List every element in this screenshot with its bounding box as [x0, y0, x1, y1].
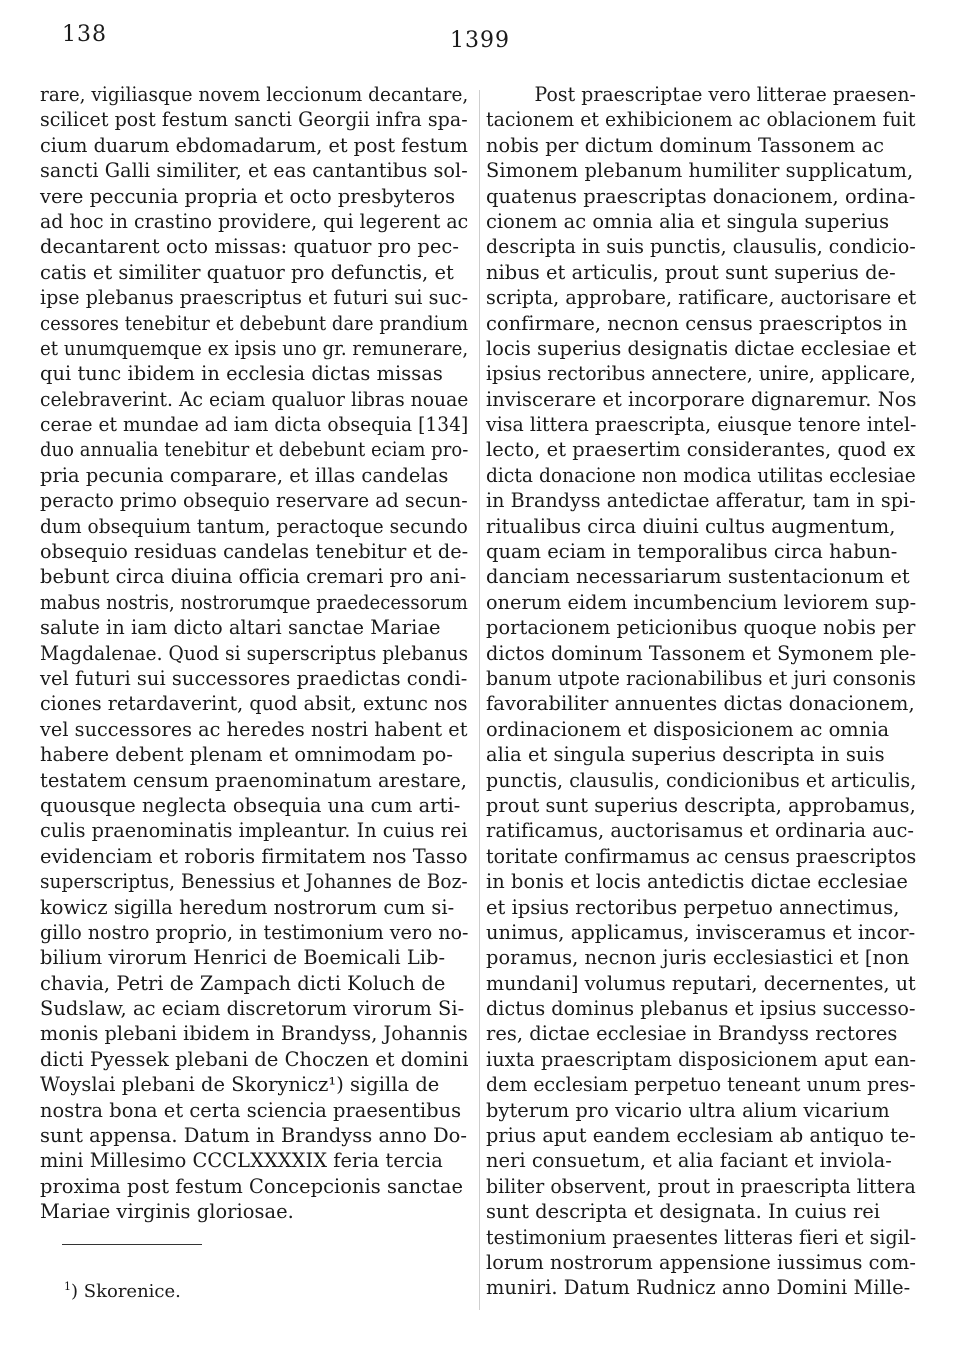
page-number: 138	[62, 22, 107, 47]
text-line: locis superius designatis dictae ecclesiae et	[486, 336, 917, 360]
text-line: rare, vigiliasque novem leccionum decantare,	[40, 83, 469, 106]
text-line: cionem ac omnia alia et singula superius	[486, 209, 890, 233]
text-line: pria pecunia comparare, et illas candelas	[40, 463, 449, 487]
text-line: dicta donacione non modica utilitas ecclesiae	[486, 463, 916, 487]
text-line: qui tunc ibidem in ecclesia dictas missas	[40, 362, 443, 386]
text-line: culis praenominatis impleantur. In cuius rei	[40, 819, 468, 843]
text-line: ritualibus circa diuini cultus augmentum,	[486, 514, 896, 538]
text-line: salute in iam dicto altari sanctae Mariae	[40, 616, 441, 640]
text-line: monis plebani ibidem in Brandyss, Johannis	[40, 1022, 468, 1046]
text-line: habere debent plenam et omnimodam po-	[40, 743, 454, 767]
text-line: ratificamus, auctorisamus et ordinaria auc-	[486, 819, 914, 843]
column-divider	[479, 90, 480, 1310]
text-line: quam eciam in temporalibus circa habun-	[486, 540, 898, 564]
text-line: onerum eidem incumbencium leviorem sup-	[486, 590, 917, 614]
text-line: byterum pro vicario ultra alium vicarium	[486, 1098, 890, 1122]
text-line: vel successores ac heredes nostri habent et	[40, 717, 468, 741]
text-line: iuxta praescriptam disposicionem aput ean-	[486, 1047, 917, 1071]
text-line: Mariae virginis gloriosae.	[40, 1200, 294, 1224]
text-line: ordinacionem et disposicionem ac omnia	[486, 717, 890, 741]
text-line: toritate confirmamus ac census praescriptos	[486, 844, 917, 868]
text-line: in bonis et locis antedictis dictae ecclesiae	[486, 870, 908, 894]
text-line: evidenciam et roboris firmitatem nos Tasso	[40, 844, 468, 868]
text-line: cerae et mundae ad iam dicta obsequia [134]	[40, 413, 469, 437]
text-line: lecto, et praesertim considerantes, quod ex	[486, 438, 916, 462]
text-line: dictus dominus plebanus et ipsius successo-	[486, 997, 916, 1021]
text-line: in Brandyss antedictae afferatur, tam in spi-	[486, 489, 916, 513]
text-line: peracto primo obsequio reservare ad secun-	[40, 489, 468, 513]
text-line: ipsius rectoribus annectere, unire, applicare,	[486, 362, 916, 386]
text-line: banum utpote racionabilibus et juri consonis	[486, 666, 917, 690]
text-line: ciones retardaverint, quod absit, extunc nos	[40, 692, 468, 716]
text-line: portacionem peticionibus quoque nobis per	[486, 616, 916, 640]
right-text-column	[486, 82, 916, 1301]
text-line: quatenus praescriptas donacionem, ordina-	[486, 184, 916, 208]
text-line: neri consuetum, et alia faciant et inviola-	[486, 1149, 892, 1173]
text-line: dum obsequium tantum, peractoque secundo	[40, 514, 468, 538]
text-line: bebunt circa diuina officia cremari pro ani-	[40, 565, 467, 589]
page-header	[0, 22, 960, 62]
text-line: Simonem plebanum humiliter supplicatum,	[486, 159, 914, 183]
text-line: visa littera praescripta, eiusque tenore intel-	[486, 413, 917, 437]
text-line: dictos dominum Tassonem et Symonem ple-	[486, 641, 917, 665]
running-head-year: 1399	[450, 28, 510, 53]
text-line: muniri. Datum Rudnicz anno Domini Mille-	[486, 1276, 911, 1300]
text-line: scilicet post festum sancti Georgii infra spa-	[40, 108, 468, 132]
text-line: nostra bona et certa sciencia praesentibus	[40, 1098, 462, 1122]
text-line: inviscerare et incorporare dignaremur. Nos	[486, 387, 917, 411]
text-line: superscriptus, Benessius et Johannes de Boz-	[40, 870, 468, 894]
text-line: ipse plebanus praescriptus et futuri sui suc-	[40, 286, 469, 310]
text-line: Post praescriptae vero litterae praesen-	[534, 83, 916, 106]
text-line: celebraverint. Ac eciam qualuor libras nouae	[40, 387, 469, 411]
text-line: danciam necessariarum sustentacionum et	[486, 565, 910, 589]
text-line: bilium virorum Henrici de Boemicali Lib-	[40, 946, 446, 970]
text-line: dicti Pyessek plebani de Choczen et domini	[40, 1047, 469, 1071]
left-text-column	[40, 82, 468, 1225]
text-line: tacionem et exhibicionem ac oblacionem fuit	[486, 108, 916, 132]
text-line: dem ecclesiam perpetuo teneant unum pres-	[486, 1073, 916, 1097]
text-line: sancti Galli similiter, et eas cantantibus sol-	[40, 159, 468, 183]
text-line: gillo nostro proprio, in testimonium vero no-	[40, 920, 469, 944]
text-line: mundani] volumus reputari, decernentes, ut	[486, 971, 916, 995]
text-line: unimus, applicamus, invisceramus et incor-	[486, 920, 916, 944]
text-line: testimonium praesentes litteras fieri et sigil-	[486, 1225, 917, 1249]
text-line: kowicz sigilla heredum nostrorum cum si-	[40, 895, 455, 919]
text-line: lorum nostrorum appensione iussimus com-	[486, 1250, 916, 1274]
text-line: nibus et articulis, prout sunt superius de-	[486, 260, 896, 284]
text-line: descripta in suis punctis, clausulis, condicio-	[486, 235, 916, 259]
text-line: confirmare, necnon census praescriptos in	[486, 311, 908, 335]
footnote-rule	[62, 1244, 202, 1245]
text-line: duo annualia tenebitur et debebunt eciam pro-	[40, 438, 469, 462]
text-line: proxima post festum Concepcionis sanctae	[40, 1174, 464, 1198]
text-line: sunt appensa. Datum in Brandyss anno Do-	[40, 1124, 468, 1148]
text-line: ad hoc in crastino providere, qui legerent ac	[40, 209, 469, 233]
footnote-text: Skorenice.	[83, 1281, 181, 1302]
text-line: cessores tenebitur et debebunt dare prandium	[40, 311, 469, 335]
footnote-marker: 1	[64, 1280, 71, 1293]
text-line: biliter observent, prout in praescripta littera	[486, 1174, 916, 1198]
text-line: favorabiliter annuentes dictas donacionem,	[486, 692, 915, 716]
text-line: quousque neglecta obsequia una cum arti-	[40, 793, 461, 817]
text-line: Woyslai plebani de Skorynicz¹) sigilla de	[40, 1073, 440, 1097]
text-line: vere peccunia propria et octo presbyteros	[40, 184, 456, 208]
text-line: et ipsius rectoribus perpetuo annectimus,	[486, 895, 900, 919]
text-line: alia et singula superius descripta in suis	[486, 743, 885, 767]
text-line: et unumquemque ex ipsis uno gr. remunerare,	[40, 336, 469, 360]
text-line: catis et similiter quatuor pro defunctis, et	[40, 260, 454, 284]
text-line: prout sunt superius descripta, approbamus,	[486, 793, 916, 817]
text-line: Sudslaw, ac eciam discretorum virorum Si-	[40, 997, 465, 1021]
text-line: vel futuri sui successores praedictas condi-	[40, 666, 468, 690]
text-line: prius aput eandem ecclesiam ab antiquo te-	[486, 1124, 916, 1148]
text-line: testatem censum praenominatum arestare,	[40, 768, 468, 792]
text-line: res, dictae ecclesiae in Brandyss rectores	[486, 1022, 898, 1046]
footnote: $^1$) Skorenice.	[64, 1280, 181, 1302]
text-line: Magdalenae. Quod si superscriptus plebanus	[40, 641, 469, 665]
text-line: mini Millesimo CCCLXXXXIX feria tercia	[40, 1149, 443, 1173]
text-line: mabus nostris, nostrorumque praedecessorum	[40, 590, 468, 614]
text-line: sunt descripta et designata. In cuius rei	[486, 1200, 881, 1224]
text-line: decantarent octo missas: quatuor pro pec-	[40, 235, 459, 259]
text-line: punctis, clausulis, condicionibus et articulis,	[486, 768, 917, 792]
text-line: obsequio residuas candelas tenebitur et de-	[40, 540, 469, 564]
text-line: poramus, necnon juris ecclesiastici et [non	[486, 946, 910, 970]
text-line: chavia, Petri de Zampach dicti Koluch de	[40, 971, 446, 995]
text-line: scripta, approbare, ratificare, auctorisare et	[486, 286, 917, 310]
text-line: nobis per dictum dominum Tassonem ac	[486, 133, 885, 157]
text-line: cium duarum ebdomadarum, et post festum	[40, 133, 468, 157]
